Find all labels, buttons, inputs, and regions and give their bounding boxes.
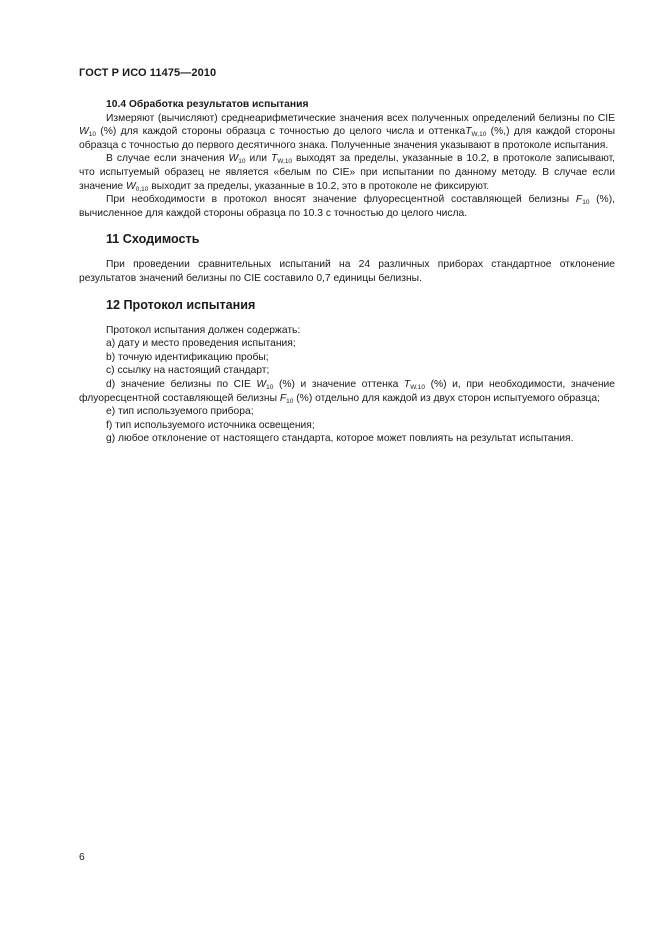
list-item-f: f) тип используемого источника освещения;	[106, 419, 315, 431]
document-header: ГОСТ Р ИСО 11475—2010	[79, 67, 217, 79]
section-12-intro: Протокол испытания должен содержать:	[106, 324, 301, 336]
list-item-d: d) значение белизны по CIE $W_{10}$ (%) и значение оттенка $T_{W,10}$ (%) и, при необходимости, значение флуоресцентной составляющей белизны $F_{10}$ (%) отдельно для каждой из двух сторон испытуемого образца;	[79, 378, 616, 405]
section-12-title: 12 Протокол испытания	[106, 297, 256, 312]
list-item-g: g) любое отклонение от настоящего стандарта, которое может повлиять на результат испытания.	[106, 433, 574, 445]
list-item-b: b) точную идентификацию пробы;	[106, 351, 269, 363]
list-item-e: e) тип используемого прибора;	[106, 406, 254, 418]
section-11-paragraph-1: При проведении сравнительных испытаний на 24 различных приборах стандартное отклонение результатов значений белизны по CIE составило 0,7 единицы белизны.	[79, 259, 615, 284]
list-item-a: a) дату и место проведения испытания;	[106, 338, 296, 350]
section-10-4-paragraph-2: В случае если значения $W_{10}$ или $T_{W,10}$ выходят за пределы, указанные в 10.2, в протоколе записывают, что испытуемый образец не является «белым по CIE» при испытании по данному методу. В случае если значение $W_{0,10}$ выходит за пределы, указанные в 10.2, это в протоколе не фиксируют.	[79, 153, 615, 193]
section-10-4-title: 10.4 Обработка результатов испытания	[106, 99, 309, 110]
document-body	[79, 98, 615, 446]
section-10-4-paragraph-3: При необходимости в протокол вносят значение флуоресцентной составляющей белизны $F_{10}$ (%), вычисленное для каждой стороны образца по 10.3 с точностью до целого числа.	[79, 194, 615, 219]
list-item-c: c) ссылку на настоящий стандарт;	[106, 365, 270, 377]
section-10-4-paragraph-1: Измеряют (вычисляют) среднеарифметические значения всех полученных определений белизны по CIE $W_{10}$ (%) для каждой стороны образца с точностью до целого числа и оттенкаT$_{W,10}$ (%,) для каждой стороны образца с точностью до первого десятичного знака. Полученные значения указывают в протоколе испытания.	[79, 112, 615, 151]
page-number: 6	[79, 852, 85, 863]
section-11-title: 11 Сходимость	[106, 232, 200, 247]
